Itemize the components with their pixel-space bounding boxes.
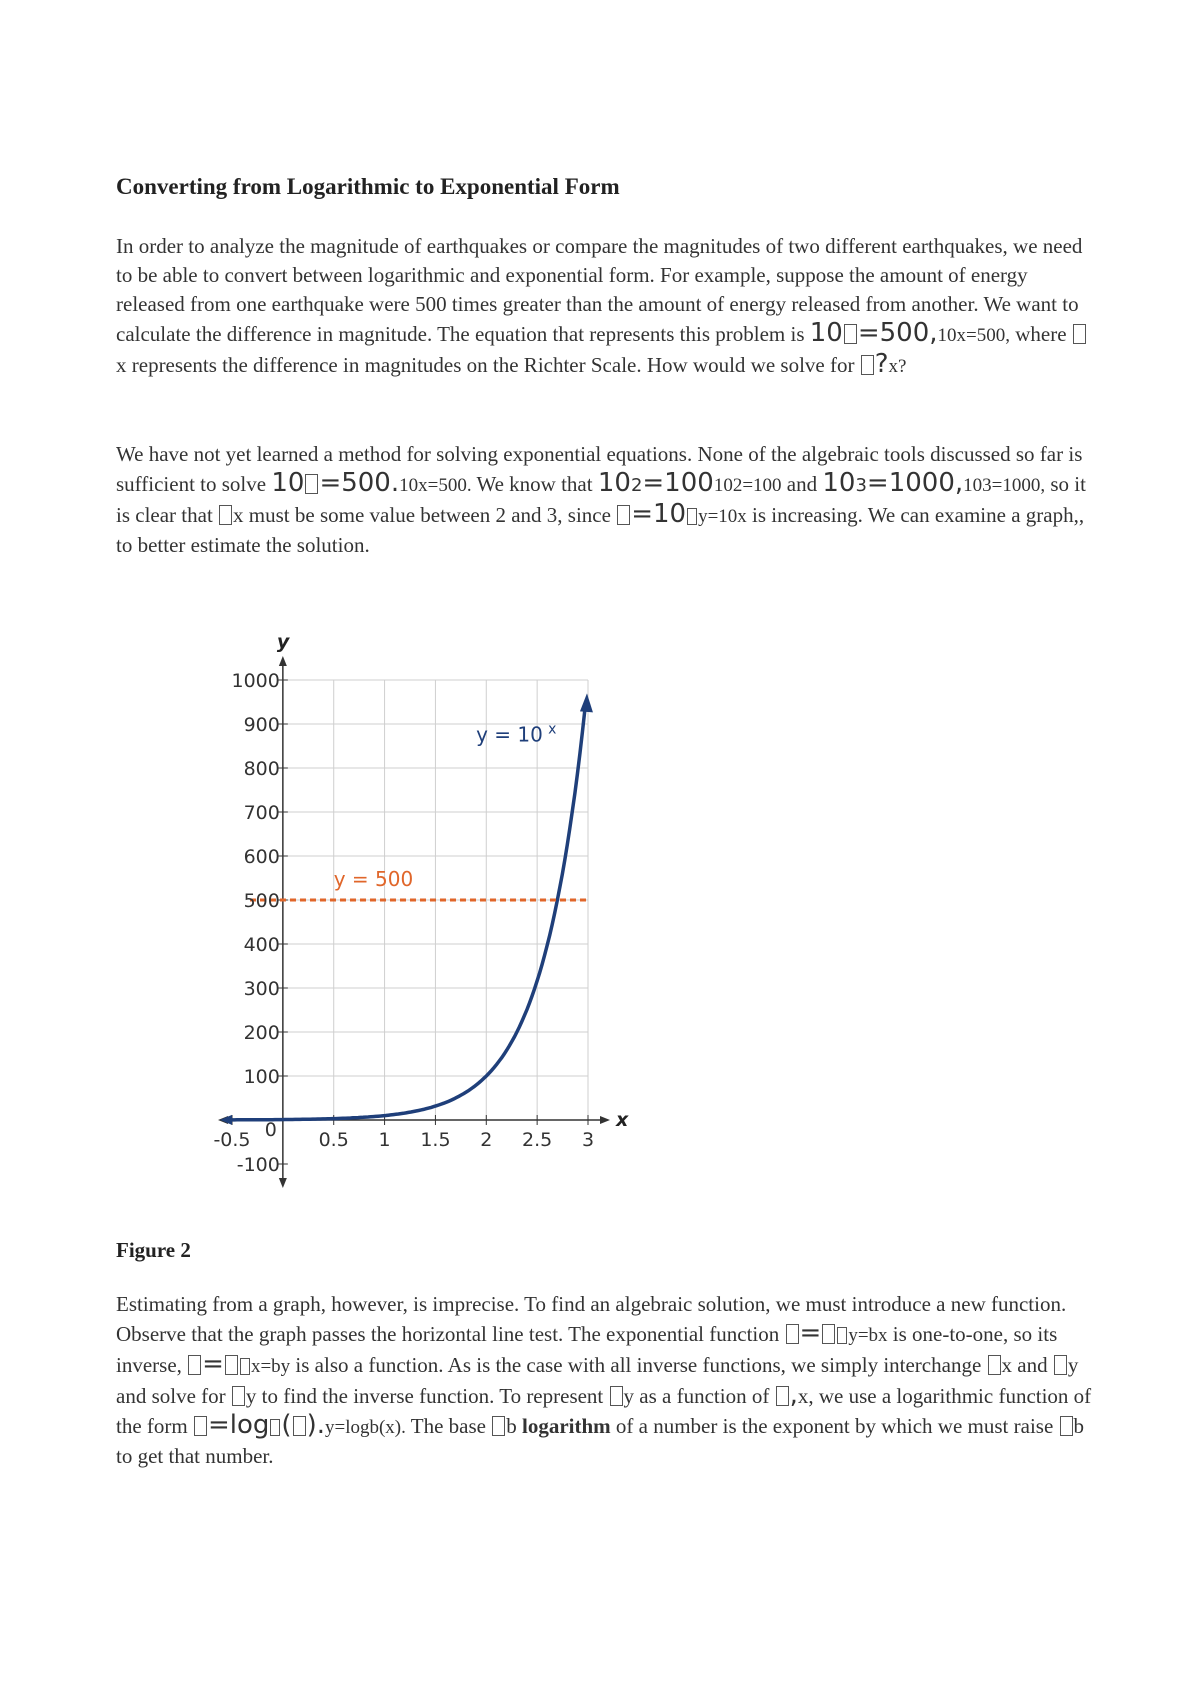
x-tick-label: 1: [378, 1129, 391, 1151]
missing-glyph-box: [225, 1355, 238, 1375]
exponential-graph: [210, 620, 630, 1230]
x-axis-arrow-right: [600, 1116, 610, 1124]
equation-10-2: 102=100: [597, 468, 714, 498]
x-tick-label: 2.5: [522, 1129, 553, 1151]
y-tick-label: 800: [243, 758, 280, 780]
equation-log-form: =log ( ).: [207, 1410, 325, 1440]
equation-y-10x: =10: [631, 499, 687, 529]
paragraph-intro: In order to analyze the magnitude of earthquakes or compare the magnitudes of two different earthquakes, we need to be able to convert between logarithmic and exponential form. For example, suppose the amount of energy released from one earthquake were 500 times greater than the amount of energy released from another. We want to calculate the difference in magnitude. The equation that represents this problem is 10 =500,10x=500, where x represents the difference in magnitudes on the Richter Scale. How would we solve for ?x?: [116, 232, 1096, 381]
y-tick-label: -100: [236, 1154, 280, 1176]
missing-glyph-box: [687, 508, 697, 525]
y-tick-label: 100: [243, 1066, 280, 1088]
chart-ticks: [232, 680, 588, 1164]
missing-glyph-box: [844, 324, 857, 344]
y-axis-arrow-up: [279, 656, 287, 666]
missing-glyph-box: [786, 1324, 799, 1344]
missing-glyph-box: [1054, 1355, 1067, 1375]
y-tick-label: 900: [243, 714, 280, 736]
x-tick-label: -0.5: [213, 1129, 251, 1151]
y-tick-label: 400: [243, 934, 280, 956]
missing-glyph-box: [305, 474, 318, 494]
series-label-exponent: x: [548, 721, 557, 738]
equation-10x-500: 10 =500.: [271, 468, 400, 498]
y-tick-label: 300: [243, 978, 280, 1000]
y-tick-label: 700: [243, 802, 280, 824]
x-tick-label: 3: [581, 1129, 595, 1151]
figure-caption: Figure 2: [116, 1238, 191, 1262]
y-axis-arrow-down: [279, 1178, 287, 1188]
series-label-y-500: y = 500: [333, 867, 414, 891]
term-logarithm: logarithm: [521, 1414, 611, 1438]
missing-glyph-box: [988, 1355, 1001, 1375]
missing-glyph-box: [270, 1419, 280, 1436]
curve-arrow-left: [220, 1115, 232, 1125]
y-tick-label: 500: [243, 890, 280, 912]
paragraph-estimate: We have not yet learned a method for solving exponential equations. None of the algebraic tools discussed so far is sufficient to solve 10 =500.10x=500. We know that 102=100102=100 and 103=1000,103=1000, so it is clear that x must be some value between 2 and 3, since =10 y=10x is increasing. We can examine a graph,, to better estimate the solution.: [116, 442, 1086, 557]
missing-glyph-box: [776, 1386, 789, 1406]
equation-10-3: 103=1000,: [822, 468, 964, 498]
missing-glyph-box: [219, 505, 232, 525]
missing-glyph-box: [837, 1327, 847, 1344]
chart-labels: [213, 631, 629, 1176]
equation-10x-500: 10 =500,: [809, 318, 938, 348]
missing-glyph-box: [610, 1386, 623, 1406]
missing-glyph-box: [188, 1355, 201, 1375]
equation-plaintext: 10x=500,: [937, 325, 1010, 346]
x-tick-label: 0.5: [318, 1129, 349, 1151]
y-tick-label: 600: [243, 846, 280, 868]
missing-glyph-box: [293, 1416, 306, 1436]
missing-glyph-box: [492, 1416, 505, 1436]
x-tick-label: 0: [264, 1119, 277, 1141]
missing-glyph-box: [1073, 324, 1086, 344]
missing-glyph-box: [861, 355, 874, 375]
y-axis-label: y: [276, 631, 290, 653]
missing-glyph-box: [822, 1324, 835, 1344]
exponential-graph-figure: [210, 620, 630, 1230]
curve-arrow-up: [580, 693, 593, 712]
x-tick-label: 2: [480, 1129, 493, 1151]
missing-glyph-box: [1060, 1416, 1073, 1436]
question-mark: ?: [874, 349, 889, 379]
x-tick-label: 1.5: [420, 1129, 451, 1151]
missing-glyph-box: [194, 1416, 207, 1436]
series-label-y-10x: y = 10: [476, 722, 543, 747]
text: In order to analyze the magnitude of earthquakes or compare the magnitudes of two different earthquakes, we need to be able to convert between logarithmic and exponential form. For example, suppose the amount of energy released from one earthquake were 500 times greater than the amount of energy released from another. We want to calculate the difference in magnitude. The equation that represents this problem is: [116, 234, 1083, 346]
y-tick-label: 1000: [231, 670, 280, 692]
y-tick-label: 200: [243, 1022, 280, 1044]
missing-glyph-box: [240, 1358, 250, 1375]
curve-y-10x: [232, 709, 585, 1120]
x-axis-label: x: [616, 1109, 629, 1131]
missing-glyph-box: [617, 505, 630, 525]
section-heading: Converting from Logarithmic to Exponential Form: [116, 174, 620, 199]
paragraph-inverse: Estimating from a graph, however, is imprecise. To find an algebraic solution, we must introduce a new function. Observe that the graph passes the horizontal line test. The exponential function = y=bx is one-to-one, so its inverse, = x=by is also a function. As is the case with all inverse functions, we simply interchange x and y and solve for y to find the inverse function. To represent y as a function of ,x, we use a logarithmic function of the form =log ( ).y=logb(x). The base b logarithm of a number is the exponent by which we must raise b to get that number.: [116, 1292, 1092, 1468]
missing-glyph-box: [232, 1386, 245, 1406]
